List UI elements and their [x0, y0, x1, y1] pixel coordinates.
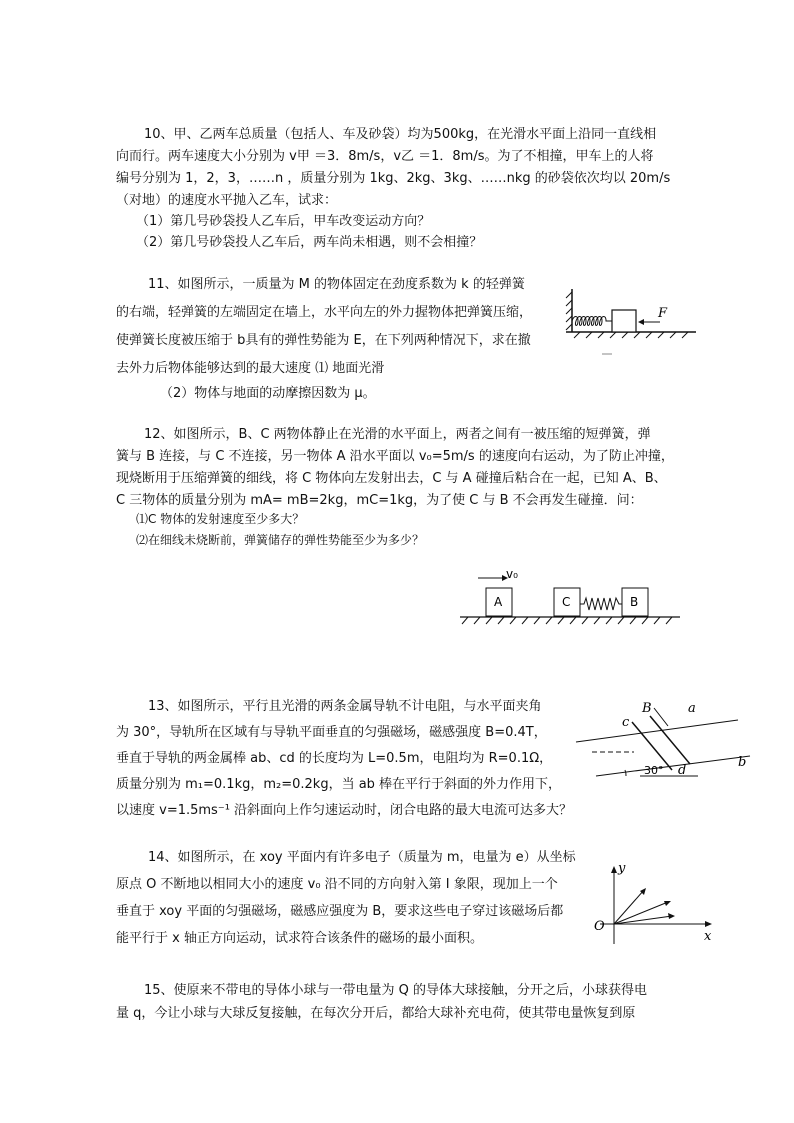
label-angle: 30° [644, 764, 664, 777]
rod-cd [632, 722, 672, 770]
label-O: O [594, 919, 605, 934]
q13-rails-figure [568, 696, 756, 786]
spring-coil [572, 317, 612, 326]
q12-line-5: ⑴C 物体的发射速度至少多大？ [136, 512, 305, 526]
q11-line-1: 11、如图所示，一质量为 M 的物体固定在劲度系数为 k 的轻弹簧 [148, 277, 525, 292]
q13-line-5: 以速度 v=1.5ms⁻¹ 沿斜面向上作匀速运动时，闭合电路的最大电流可达多大？ [116, 803, 573, 818]
label-x: x [704, 929, 712, 944]
q14-line-2: 原点 O 不断地以相同大小的速度 v₀ 沿不同的方向射入第 I 象限，现加上一个 [116, 877, 558, 892]
q13-line-1: 13、如图所示，平行且光滑的两条金属导轨不计电阻，与水平面夹角 [148, 699, 542, 714]
label-v0: v₀ [506, 567, 518, 581]
block-M [612, 310, 636, 332]
q11-line-2: 的右端，轻弹簧的左端固定在墙上，水平向左的外力握物体把弹簧压缩， [116, 305, 533, 320]
rod-ab [650, 716, 690, 764]
q10-line-4: （对地）的速度水平抛入乙车，试求： [116, 193, 338, 208]
q11-spring-figure [560, 284, 700, 356]
q12-line-4: C 三物体的质量分别为 mA= mB=2kg，mC=1kg，为了使 C 与 B 不会再发生碰撞．问： [116, 493, 643, 508]
label-c: c [622, 715, 630, 730]
q11-line-3: 使弹簧长度被压缩于 b具有的弹性势能为 E，在下列两种情况下，求在撤 [116, 333, 531, 348]
label-b: b [738, 755, 747, 770]
q14-axes-figure [590, 860, 718, 950]
label-B: B [630, 595, 639, 609]
q12-line-2: 簧与 B 连接，与 C 不连接，另一物体 A 沿水平面以 v₀=5m/s 的速度向右运动，为了防止冲撞， [116, 449, 674, 464]
q12-line-6: ⑵在细线未烧断前，弹簧储存的弹性势能至少为多少？ [136, 533, 425, 547]
q12-blocks-figure [458, 568, 683, 628]
q10-line-2: 向而行。两车速度大小分别为 v甲 ＝3．8m/s，v乙 ＝1．8m/s。为了不相撞，甲车上的人将 [116, 149, 654, 164]
q15-line-2: 量 q，今让小球与大球反复接触，在每次分开后，都给大球补充电荷，使其带电量恢复到原 [116, 1006, 636, 1021]
q10-line-5: （1）第几号砂袋投人乙车后，甲车改变运动方向？ [136, 214, 431, 229]
q10-line-6: （2）第几号砂袋投人乙车后，两车尚未相遇，则不会相撞？ [136, 235, 483, 250]
label-B: B [642, 701, 652, 716]
label-A: A [494, 595, 503, 609]
q13-line-4: 质量分别为 m₁=0.1kg，m₂=0.2kg，当 ab 棒在平行于斜面的外力作用下， [116, 777, 562, 792]
q14-line-4: 能平行于 x 轴正方向运动，试求符合该条件的磁场的最小面积。 [116, 931, 483, 946]
q10-line-1: 10、甲、乙两车总质量（包括人、车及砂袋）均为500kg，在光滑水平面上沿同一直线相 [144, 127, 657, 142]
label-a: a [688, 701, 696, 716]
velocity-vector-1 [614, 890, 644, 924]
q12-line-1: 12、如图所示，B、C 两物体静止在光滑的水平面上，两者之间有一被压缩的短弹簧，弹 [144, 427, 651, 442]
rail-lower [596, 756, 750, 776]
q15-line-1: 15、使原来不带电的导体小球与一带电量为 Q 的导体大球接触，分开之后，小球获得电 [144, 983, 648, 998]
label-C: C [562, 595, 571, 609]
label-y: y [618, 861, 626, 876]
q10-line-3: 编号分别为 1，2，3，……n ，质量分别为 1kg、2kg、3kg、……nkg 的砂袋依次均以 20m/s [116, 171, 671, 186]
label-F: F [658, 306, 668, 321]
q13-line-2: 为 30°，导轨所在区域有与导轨平面垂直的匀强磁场，磁感强度 B=0.4T， [116, 725, 547, 740]
q14-line-3: 垂直于 xoy 平面的匀强磁场，磁感应强度为 B，要求这些电子穿过该磁场后都 [116, 904, 564, 919]
q11-line-4: 去外力后物体能够达到的最大速度 ⑴ 地面光滑 [116, 361, 385, 376]
q12-line-3: 现烧断用于压缩弹簧的细线，将 C 物体向左发射出去，C 与 A 碰撞后粘合在一起，已知 A、B、 [116, 471, 667, 486]
q11-line-5: （2）物体与地面的动摩擦因数为 μ。 [160, 386, 376, 401]
q13-line-3: 垂直于导轨的两金属棒 ab、cd 的长度均为 L=0.5m，电阻均为 R=0.1Ω， [116, 751, 553, 766]
label-d: d [678, 763, 687, 778]
q14-line-1: 14、如图所示，在 xoy 平面内有许多电子（质量为 m，电量为 e）从坐标 [148, 850, 576, 865]
spring-coil [580, 598, 622, 610]
